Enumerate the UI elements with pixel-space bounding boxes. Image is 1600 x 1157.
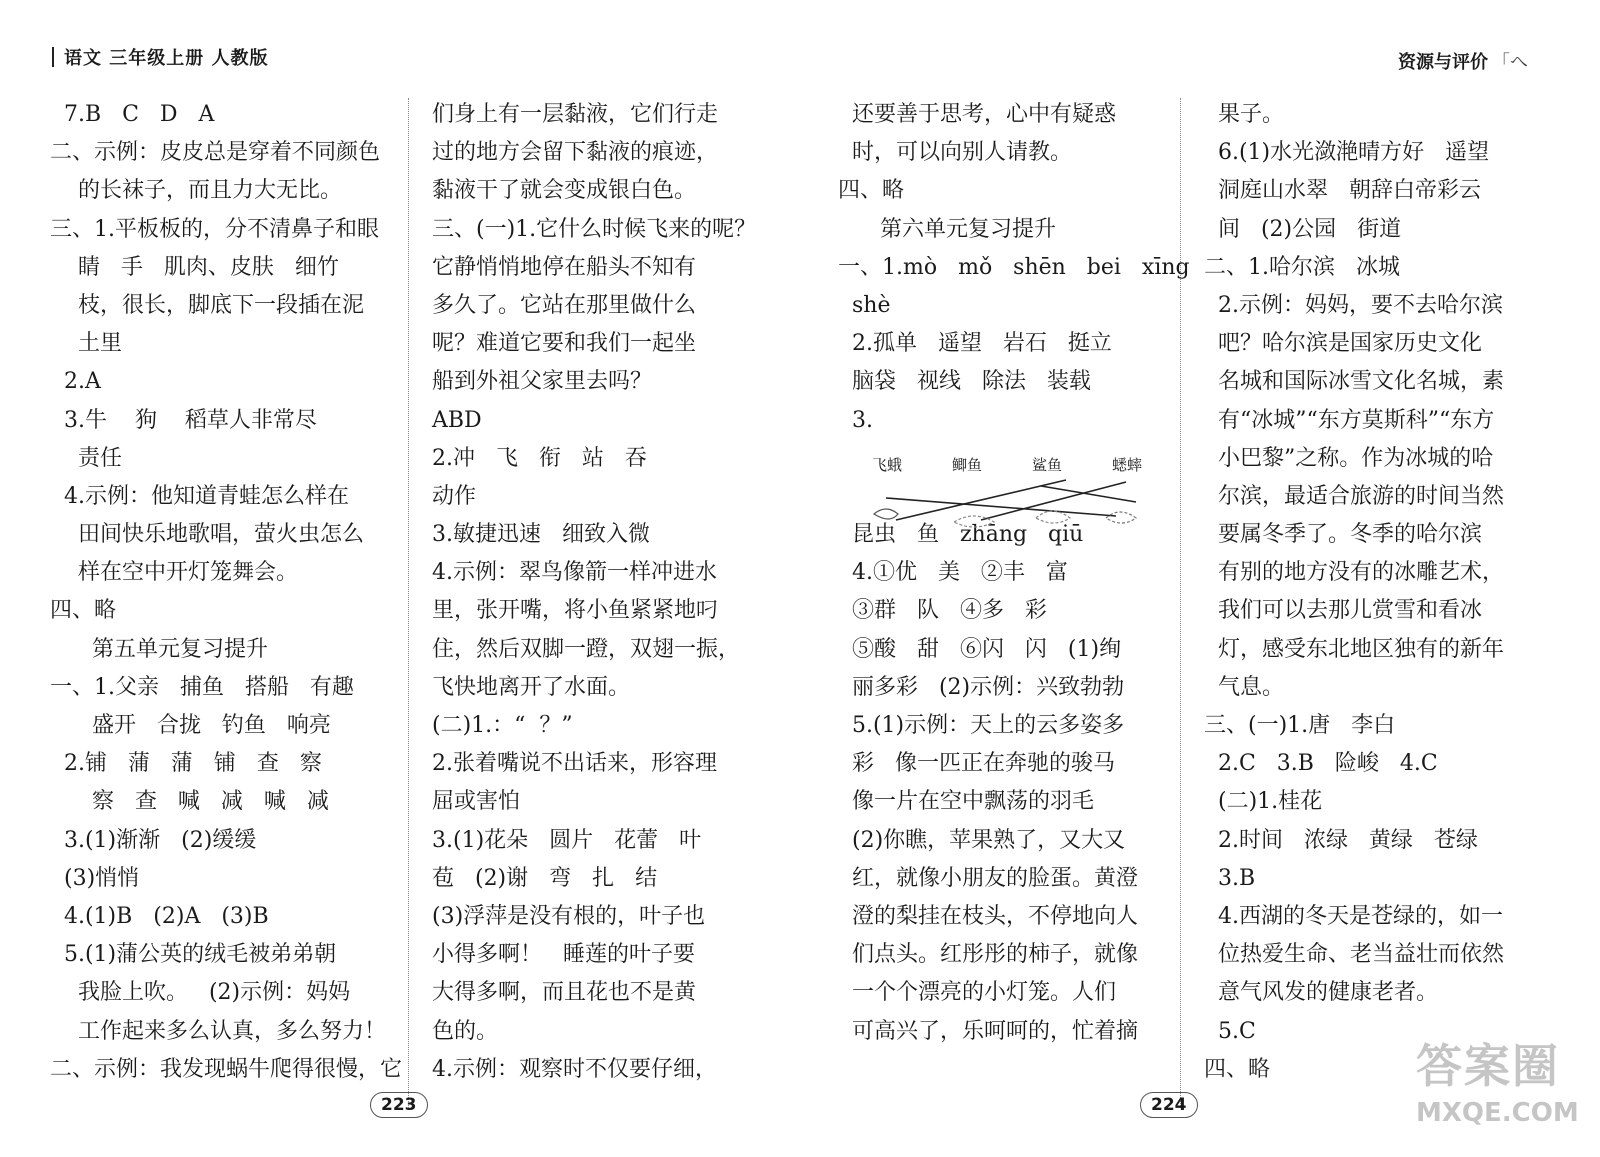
answer-line: 们身上有一层黏液，它们行走 (432, 102, 719, 127)
answer-line: 脑袋 视线 除法 装载 (838, 369, 1091, 395)
answer-line: 四、略 (1204, 1056, 1271, 1082)
header-bar (52, 47, 54, 67)
answer-line: 第六单元复习提升 (838, 216, 1056, 242)
page-number-left: 223 (370, 1092, 428, 1118)
answer-line: ABD (432, 407, 482, 433)
answer-line: 5.(1)示例：天上的云多姿多 (838, 713, 1125, 738)
answer-line: 们点头。红彤彤的柿子，就像 (838, 942, 1138, 968)
drawing-label: 蟋蟀 (1112, 456, 1143, 474)
answer-line: 田间快乐地歌唱，萤火虫怎么 (50, 522, 364, 548)
answer-line: 四、略 (838, 178, 905, 204)
answer-line: 四、略 (50, 598, 117, 624)
matching-line (1041, 486, 1136, 502)
answer-line: 苞 (2)谢 弯 扎 结 (432, 865, 658, 891)
drawing-label: 飞蛾 (872, 456, 903, 474)
answer-line: 过的地方会留下黏液的痕迹， (432, 140, 719, 166)
column-divider (408, 98, 409, 1108)
answer-line: 果子。 (1204, 102, 1284, 127)
answer-line: 4.①优 美 ②丰 富 (838, 560, 1068, 586)
answer-column-4 (1204, 96, 1534, 1089)
answer-line: 2.A (50, 369, 101, 395)
answer-line: 昆虫 鱼 zhāng qiū (838, 522, 1084, 548)
watermark-url: MXQE.COM (1416, 1098, 1579, 1128)
header-series-title (1398, 48, 1528, 74)
answer-line: (二)1.：“ ？” (432, 713, 573, 738)
answer-line: 4.示例：观察时不仅要仔细， (432, 1056, 717, 1082)
watermark-logo-text: 答案圈 (1416, 1039, 1560, 1093)
moth-sketch (874, 509, 898, 519)
book-title-text: 语文 三年级上册 人教版 (64, 48, 269, 69)
answer-line: 船到外祖父家里去吗？ (432, 369, 653, 395)
answer-line: 气息。 (1204, 674, 1284, 700)
answer-line: 我脸上吹。 (2)示例：妈妈 (50, 980, 351, 1006)
answer-line: 三、(一)1.它什么时候飞来的呢？ (432, 216, 757, 242)
answer-line: 2.C 3.B 险峻 4.C (1204, 751, 1438, 777)
series-mark: 「へ (1492, 52, 1528, 73)
answer-line: 尔滨，最适合旅游的时间当然 (1204, 483, 1504, 509)
answer-line: 色的。 (432, 1018, 499, 1044)
answer-line: 3.(1)渐渐 (2)缓缓 (50, 827, 257, 853)
answer-line: 2.时间 浓绿 黄绿 苍绿 (1204, 827, 1478, 853)
answer-line: 像一片在空中飘荡的羽毛 (838, 789, 1094, 815)
answer-line: 多久了。它站在那里做什么 (432, 292, 697, 318)
answer-line: 样在空中开灯笼舞会。 (50, 560, 298, 586)
answer-line: 还要善于思考，心中有疑惑 (838, 102, 1116, 127)
answer-line: 三、(一)1.唐 李白 (1204, 713, 1396, 738)
answer-line: 一、1.mò mǒ shēn bei xīng (838, 254, 1190, 280)
answer-line: (二)1.桂花 (1204, 789, 1323, 815)
matching-line (886, 498, 1116, 516)
answer-line: shè (838, 292, 891, 318)
answer-line: 洞庭山水翠 朝辞白帝彩云 (1204, 178, 1481, 204)
drawing-label: 鲨鱼 (1032, 456, 1063, 474)
answer-line: 2.张着嘴说不出话来，形容理 (432, 751, 717, 777)
answer-line: 位热爱生命、老当益壮而依然 (1204, 942, 1504, 968)
answer-line: 彩 像一匹正在奔驰的骏马 (838, 751, 1115, 777)
answer-line: 澄的梨挂在枝头，不停地向人 (838, 903, 1138, 929)
answer-line: 间 (2)公园 街道 (1204, 216, 1402, 242)
answer-line: 可高兴了，乐呵呵的，忙着摘 (838, 1018, 1138, 1044)
answer-line: 5.C (1204, 1018, 1256, 1044)
answer-line: 一、1.父亲 捕鱼 搭船 有趣 (50, 674, 354, 700)
answer-line: 小巴黎”之称。作为冰城的哈 (1204, 445, 1494, 471)
answer-line: 2.冲 飞 衔 站 吞 (432, 445, 647, 471)
drawing-label: 鲫鱼 (952, 456, 983, 474)
answer-line: 责任 (50, 445, 122, 471)
column-divider (1180, 98, 1181, 1108)
answer-column-1 (50, 96, 403, 1089)
answer-line: 二、示例：皮皮总是穿着不同颜色 (50, 140, 381, 166)
answer-line: 4.示例：他知道青蛙怎么样在 (50, 483, 349, 509)
answer-line: (3)悄悄 (50, 865, 140, 891)
answer-line: 小得多啊！ 睡莲的叶子要 (432, 942, 695, 968)
answer-line: 工作起来多么认真，多么努力！ (50, 1018, 386, 1044)
answer-line: 黏液干了就会变成银白色。 (432, 178, 697, 204)
answer-line: 枝，很长，脚底下一段插在泥 (50, 292, 364, 318)
answer-line: 4.示例：翠鸟像箭一样冲进水 (432, 560, 717, 586)
answer-line: (3)浮萍是没有根的，叶子也 (432, 903, 706, 929)
answer-line: 二、1.哈尔滨 冰城 (1204, 254, 1400, 280)
answer-line: 3.牛 狗 稻草人非常尽 (50, 407, 317, 433)
answer-line: 土里 (50, 331, 122, 357)
answer-line: 呢？难道它要和我们一起坐 (432, 331, 697, 357)
answer-line: 4.(1)B (2)A (3)B (50, 903, 269, 929)
answer-line: 睛 手 肌肉、皮肤 细竹 (50, 254, 339, 280)
answer-line: 意气风发的健康老者。 (1204, 980, 1438, 1006)
answer-line: 2.铺 蒲 蒲 铺 查 察 (50, 751, 322, 777)
answer-line: 3.(1)花朵 圆片 花蕾 叶 (432, 827, 702, 853)
answer-line: (2)你瞧，苹果熟了，又大又 (838, 827, 1126, 853)
series-title-text: 资源与评价 (1398, 52, 1488, 73)
answer-column-3 (838, 96, 1190, 1051)
header-book-title (52, 44, 269, 70)
answer-line: 灯，感受东北地区独有的新年 (1204, 636, 1504, 662)
answer-line: 2.示例：妈妈，要不去哈尔滨 (1204, 292, 1503, 318)
answer-line: 3. (838, 407, 873, 433)
answer-line: 3.B (1204, 865, 1256, 891)
answer-line: 名城和国际冰雪文化名城，素 (1204, 369, 1504, 395)
page-number-right: 224 (1140, 1092, 1198, 1118)
answer-line: 有别的地方没有的冰雕艺术， (1204, 560, 1504, 586)
answer-line: 吧？哈尔滨是国家历史文化 (1204, 331, 1482, 357)
answer-column-2 (432, 96, 757, 1089)
answer-line: 二、示例：我发现蜗牛爬得很慢，它 (50, 1056, 403, 1082)
matching-line-drawing (866, 446, 1156, 534)
answer-line: 三、1.平板板的，分不清鼻子和眼 (50, 216, 379, 242)
answer-line: 动作 (432, 483, 477, 509)
answer-line: 它静悄悄地停在船头不知有 (432, 254, 697, 280)
answer-line: 3.敏捷迅速 细致入微 (432, 522, 650, 548)
answer-line: 红，就像小朋友的脸蛋。黄澄 (838, 865, 1138, 891)
answer-line: 6.(1)水光潋滟晴方好 遥望 (1204, 140, 1490, 166)
answer-line: ③群 队 ④多 彩 (838, 598, 1047, 624)
answer-line: ⑤酸 甜 ⑥闪 闪 (1)绚 (838, 636, 1122, 662)
answer-line: 4.西湖的冬天是苍绿的，如一 (1204, 903, 1503, 929)
answer-line: 5.(1)蒲公英的绒毛被弟弟朝 (50, 942, 337, 968)
answer-line: 盛开 合拢 钓鱼 响亮 (50, 713, 331, 738)
answer-line: 有“冰城”“东方莫斯科”“东方 (1204, 407, 1495, 433)
answer-line: 的长袜子，而且力大无比。 (50, 178, 342, 204)
site-watermark (1416, 1030, 1579, 1140)
answer-line: 7.B C D A (50, 102, 215, 127)
answer-line: 屈或害怕 (432, 789, 521, 815)
answer-line: 住，然后双脚一蹬，双翅一振， (432, 636, 741, 662)
answer-line: 大得多啊，而且花也不是黄 (432, 980, 697, 1006)
cricket-sketch (1106, 512, 1136, 523)
answer-line: 里，张开嘴，将小鱼紧紧地叼 (432, 598, 719, 624)
answer-line: 飞快地离开了水面。 (432, 674, 631, 700)
answer-line: 2.孤单 遥望 岩石 挺立 (838, 331, 1112, 357)
answer-line: 时，可以向别人请教。 (838, 140, 1072, 166)
answer-line: 要属冬季了。冬季的哈尔滨 (1204, 522, 1482, 548)
answer-line: 第五单元复习提升 (50, 636, 268, 662)
answer-line: 察 查 喊 减 喊 减 (50, 789, 329, 815)
answer-line: 一个个漂亮的小灯笼。人们 (838, 980, 1116, 1006)
answer-line: 我们可以去那儿赏雪和看冰 (1204, 598, 1482, 624)
answer-line: 丽多彩 (2)示例：兴致勃勃 (838, 674, 1125, 700)
